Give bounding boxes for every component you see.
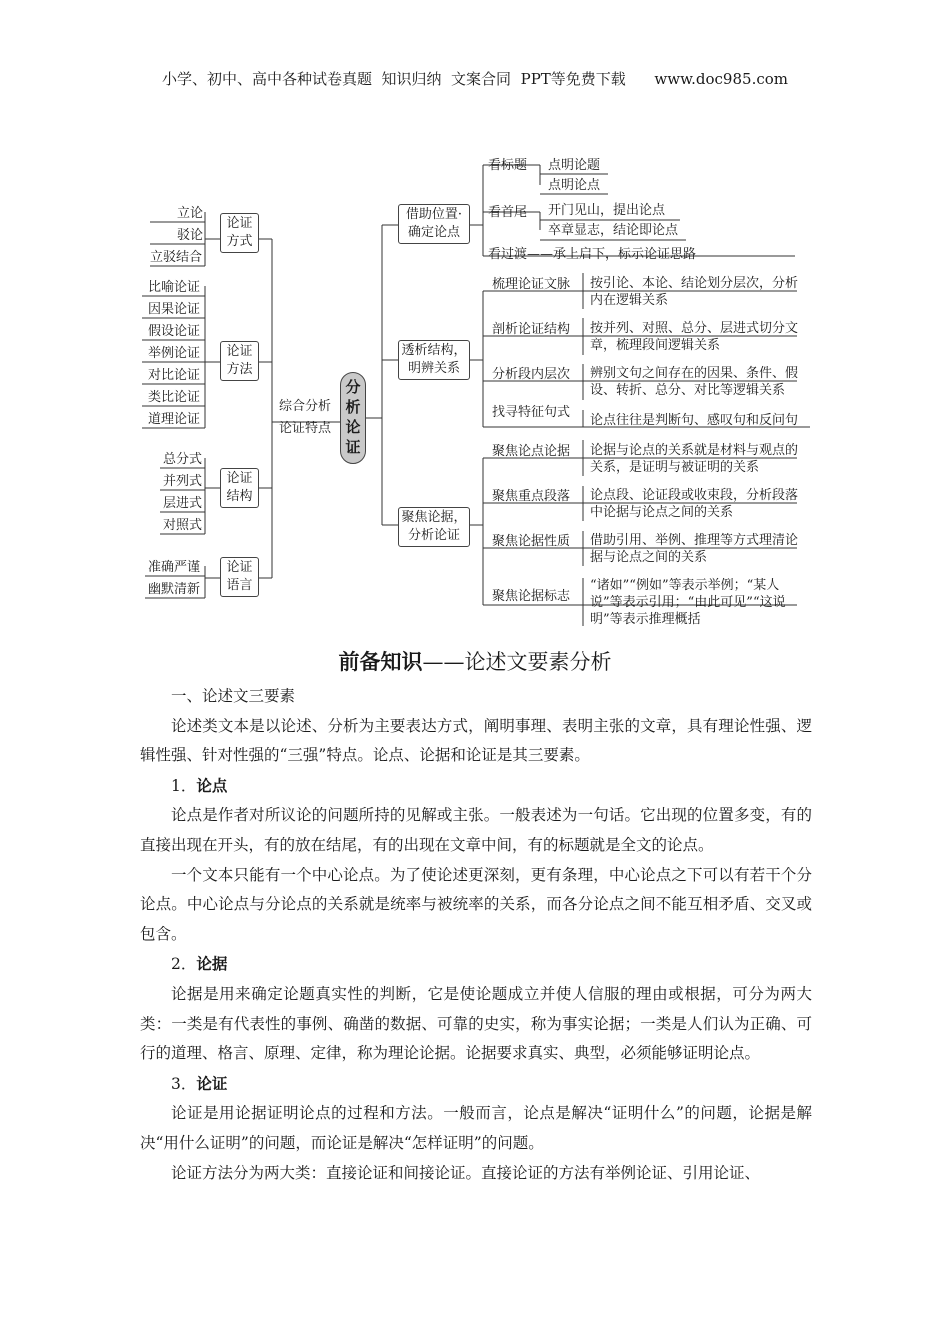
position-k2-item: 卒章显志，结论即论点	[548, 223, 679, 238]
structure-item: 总分式	[163, 452, 203, 467]
way-box-line: 论证	[226, 216, 253, 231]
structure-right-line: 透析结构，	[401, 343, 467, 358]
language-item: 准确严谨	[148, 560, 201, 575]
way-box-line: 方式	[226, 234, 253, 249]
position-k1-item: 点明论题	[548, 158, 601, 173]
focus-desc: “诸如”“例如”等表示举例；“某人说”等表示引用；“由此可见”“这说明”等表示推理概括	[590, 578, 786, 627]
paragraph: 一个文本只能有一个中心论点。为了使论述更深刻，更有条理，中心论点之下可以有若干个分论点。中心论点与分论点的关系就是统率与被统率的关系，而各分论点之间不能互相矛盾、交叉或包含。	[140, 865, 812, 943]
method-item: 道理论证	[148, 412, 201, 427]
title-rest: ——论述文要素分析	[422, 650, 612, 674]
center-char: 论	[345, 418, 361, 436]
way-item: 立驳结合	[150, 250, 203, 265]
subheading-text: 论据	[196, 954, 228, 974]
structure-key: 分析段内层次	[492, 367, 571, 382]
focus-key: 聚焦论据标志	[492, 589, 571, 604]
subheading-num: 3．	[171, 1074, 197, 1093]
structure-key: 剖析论证结构	[492, 322, 571, 337]
position-k2: 看首尾	[488, 205, 528, 220]
language-item: 幽默清新	[148, 582, 201, 597]
structure-item: 对照式	[163, 518, 203, 533]
subheading	[140, 949, 812, 980]
focus-key: 聚焦重点段落	[492, 489, 571, 504]
page-header: 小学、初中、高中各种试卷真题 知识归纳 文案合同 PPT等免费下载 www.doc985.com	[161, 70, 788, 88]
paragraph: 论据是用来确定论题真实性的判断，它是使论题成立并使人信服的理由或根据，可分为两大类：一类是有代表性的事例、确凿的数据、可靠的史实，称为事实论据；一类是人们认为正确、可行的道理、格言、原理、定律，称为理论论据。论据要求真实、典型，必须能够证明论点。	[140, 984, 812, 1063]
focus-key: 聚焦论点论据	[492, 444, 571, 459]
method-box	[220, 341, 259, 381]
subheading-num: 1．	[171, 776, 197, 795]
focus-box-line: 分析论证	[407, 528, 460, 543]
subheading-text: 论点	[196, 775, 228, 795]
method-item: 举例论证	[148, 346, 201, 361]
way-item: 驳论	[177, 228, 204, 243]
mind-map-connectors	[0, 0, 950, 640]
structure-right-box	[398, 340, 470, 380]
structure-item: 层进式	[163, 496, 203, 511]
structure-box-line: 结构	[226, 489, 253, 504]
position-box-line: 借助位置·	[405, 207, 463, 222]
structure-desc: 按并列、对照、总分、层进式切分文章，梳理段间逻辑关系	[590, 321, 799, 353]
mid-label: 论证特点	[279, 421, 332, 436]
subheading-text: 论证	[196, 1073, 228, 1093]
language-box	[220, 557, 259, 597]
paragraph: 论点是作者对所议论的问题所持的见解或主张。一般表述为一句话。它出现的位置多变，有的直接出现在开头，有的放在结尾，有的出现在文章中间，有的标题就是全文的论点。	[140, 806, 812, 854]
section-heading: 一、论述文三要素	[171, 687, 296, 705]
way-item: 立论	[177, 206, 204, 221]
paragraph: 论述类文本是以论述、分析为主要表达方式，阐明事理、表明主张的文章，具有理论性强、逻辑性强、针对性强的“三强”特点。论点、论据和论证是其三要素。	[140, 716, 812, 765]
focus-desc: 借助引用、举例、推理等方式理清论据与论点之间的关系	[590, 533, 799, 565]
paragraph: 论证是用论据证明论点的过程和方法。一般而言，论点是解决“证明什么”的问题，论据是解决“用什么证明”的问题，而论证是解决“怎样证明”的问题。	[140, 1104, 812, 1152]
center-char: 析	[345, 398, 361, 416]
section-title	[0, 646, 950, 676]
subheading	[140, 1069, 812, 1100]
structure-key: 梳理论证文脉	[492, 277, 571, 292]
method-item: 假设论证	[148, 324, 201, 339]
mid-label: 综合分析	[279, 399, 332, 414]
center-node	[340, 372, 366, 464]
way-box	[220, 213, 259, 253]
title-bold: 前备知识	[338, 649, 423, 674]
structure-desc: 论点往往是判断句、感叹句和反问句	[590, 413, 799, 428]
center-char: 证	[345, 438, 361, 456]
subheading-num: 2．	[171, 955, 197, 974]
structure-box-line: 论证	[226, 471, 253, 486]
position-k1-item: 点明论点	[548, 178, 601, 193]
structure-item: 并列式	[163, 474, 203, 489]
method-item: 比喻论证	[148, 280, 201, 295]
language-box-line: 论证	[226, 560, 253, 575]
method-box-line: 方法	[226, 362, 253, 377]
body-text	[140, 682, 812, 1188]
position-k1: 看标题	[488, 158, 528, 173]
position-k3: 看过渡——承上启下，标示论证思路	[488, 247, 697, 262]
focus-box-line: 聚焦论据，	[401, 510, 467, 525]
focus-box	[398, 507, 470, 547]
method-item: 类比论证	[148, 390, 201, 405]
position-k2-item: 开门见山，提出论点	[548, 203, 666, 218]
focus-desc: 论据与论点的关系就是材料与观点的关系，是证明与被证明的关系	[590, 443, 799, 475]
method-box-line: 论证	[226, 344, 253, 359]
structure-box	[220, 468, 259, 508]
paragraph: 论证方法分为两大类：直接论证和间接论证。直接论证的方法有举例论证、引用论证、	[171, 1163, 761, 1182]
structure-right-line: 明辨关系	[407, 361, 460, 376]
structure-key: 找寻特征句式	[492, 405, 571, 420]
language-box-line: 语言	[226, 578, 253, 593]
structure-desc: 辨别文句之间存在的因果、条件、假设、转折、总分、对比等逻辑关系	[590, 366, 799, 398]
structure-desc: 按引论、本论、结论划分层次，分析内在逻辑关系	[590, 276, 799, 308]
method-item: 对比论证	[148, 368, 201, 383]
focus-desc: 论点段、论证段或收束段，分析段落中论据与论点之间的关系	[590, 488, 799, 520]
mind-map	[0, 0, 950, 640]
center-char: 分	[345, 378, 361, 396]
focus-key: 聚焦论据性质	[492, 534, 571, 549]
subheading	[140, 771, 812, 802]
position-box-line: 确定论点	[407, 225, 460, 240]
method-item: 因果论证	[148, 302, 201, 317]
position-box	[398, 204, 470, 244]
